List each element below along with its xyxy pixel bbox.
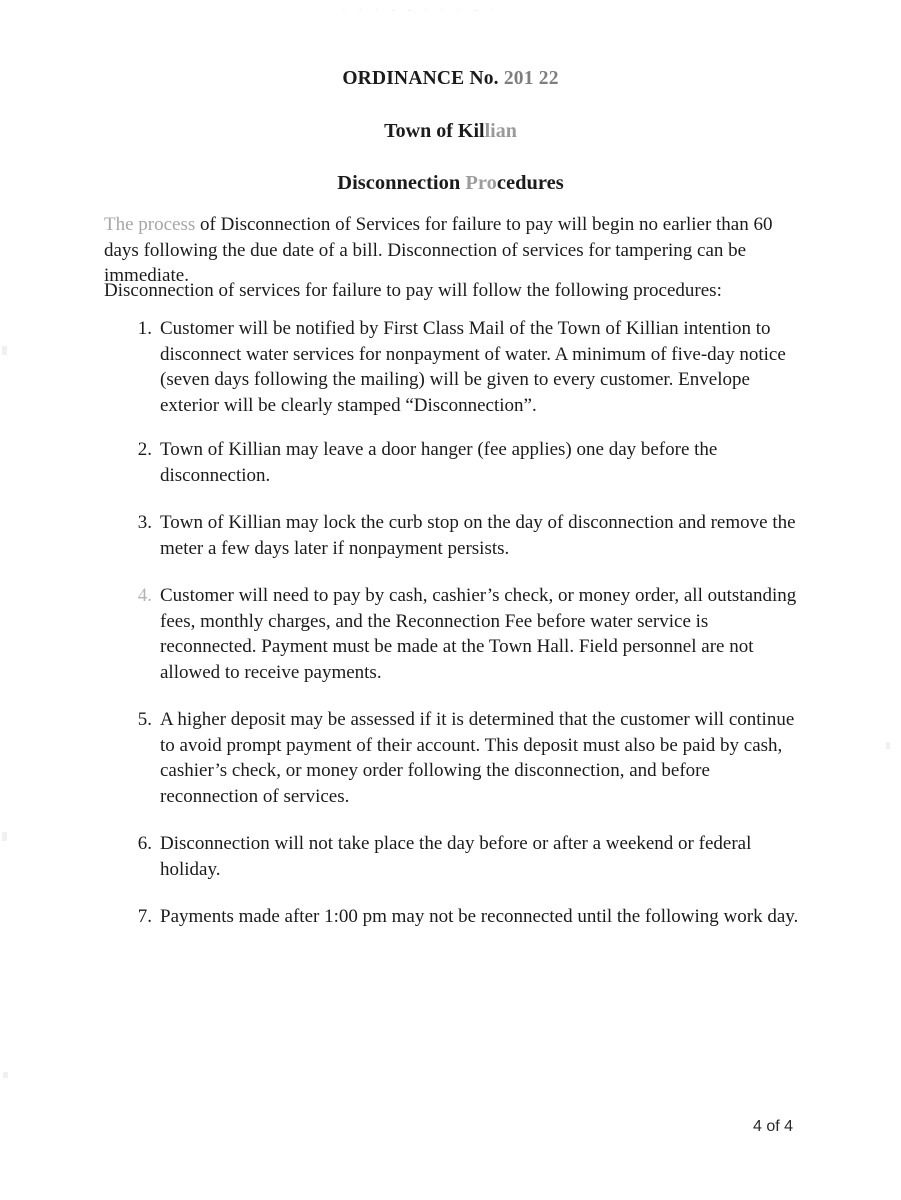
list-item-text: Customer will need to pay by cash, cashier’s check, or money order, all outstanding fees, monthly charges, and the Reconnection Fee before water service is reconnected. Payment must be made at the Town Hall. Field personnel are not allowed to receive payments.	[160, 585, 797, 683]
list-item	[104, 583, 804, 685]
scan-artifact-top-edge: · · · - - · · · - ·	[342, 4, 499, 16]
list-item-number: 3.	[137, 512, 152, 533]
list-item	[104, 707, 804, 809]
list-item	[104, 316, 804, 418]
list-item	[104, 437, 804, 488]
heading-subject-main: Disconnection	[337, 172, 466, 194]
list-item-text: Disconnection will not take place the day before or after a weekend or federal holiday.	[160, 833, 752, 880]
intro-paragraph-1-rest: of Disconnection of Services for failure to pay will begin no earlier than 60 days following the due date of a bill. Disconnection of services for tampering can be immediate.	[104, 214, 773, 286]
list-item	[104, 831, 804, 882]
list-item-text: Payments made after 1:00 pm may not be reconnected until the following work day.	[160, 906, 799, 927]
list-item-text: A higher deposit may be assessed if it is determined that the customer will continue to avoid prompt payment of their account. This deposit must also be paid by cash, cashier’s check, or money order following the disconnection, and before reconnection of services.	[160, 709, 795, 807]
intro-paragraph-2	[104, 278, 796, 304]
scan-artifact-left-margin-2	[2, 832, 7, 841]
heading-subject-faded: Pro	[465, 172, 497, 194]
list-item-number: 2.	[137, 439, 152, 460]
list-item-text: Customer will be notified by First Class Mail of the Town of Killian intention to disconnect water services for nonpayment of water. A minimum of five-day notice (seven days following the mailing) will be given to every customer. Envelope exterior will be clearly stamped “Disconnection”.	[160, 318, 786, 416]
heading-town	[0, 120, 901, 143]
scan-artifact-left-margin-3	[3, 1072, 8, 1078]
list-item	[104, 904, 804, 930]
ordinance-number: 201 22	[503, 68, 559, 89]
heading-subject	[0, 172, 901, 195]
ordinance-label: ORDINANCE No.	[342, 68, 499, 89]
heading-town-main: Town of Kil	[384, 120, 485, 142]
list-item-number: 7.	[137, 906, 152, 927]
heading-town-tail: lian	[484, 120, 517, 142]
list-item-number: 5.	[137, 709, 152, 730]
page-number-footer: 4 of 4	[752, 1118, 793, 1135]
list-item-text: Town of Killian may leave a door hanger (fee applies) one day before the disconnection.	[160, 439, 718, 486]
list-item-number: 4.	[137, 585, 152, 606]
scan-artifact-right-margin	[886, 742, 890, 749]
list-item-number: 1.	[137, 318, 152, 339]
scan-artifact-left-margin-1	[2, 346, 7, 355]
intro-paragraph-1-faded-lead: The process	[104, 214, 196, 235]
page-title-ordinance	[0, 68, 901, 90]
heading-subject-tail: cedures	[496, 172, 564, 194]
list-item-text: Town of Killian may lock the curb stop on the day of disconnection and remove the meter a few days later if nonpayment persists.	[160, 512, 796, 559]
intro-paragraph-2-text: Disconnection of services for failure to pay will follow the following procedures:	[104, 280, 722, 301]
list-item	[104, 510, 804, 561]
list-item-number: 6.	[137, 833, 152, 854]
procedures-list	[104, 316, 804, 949]
